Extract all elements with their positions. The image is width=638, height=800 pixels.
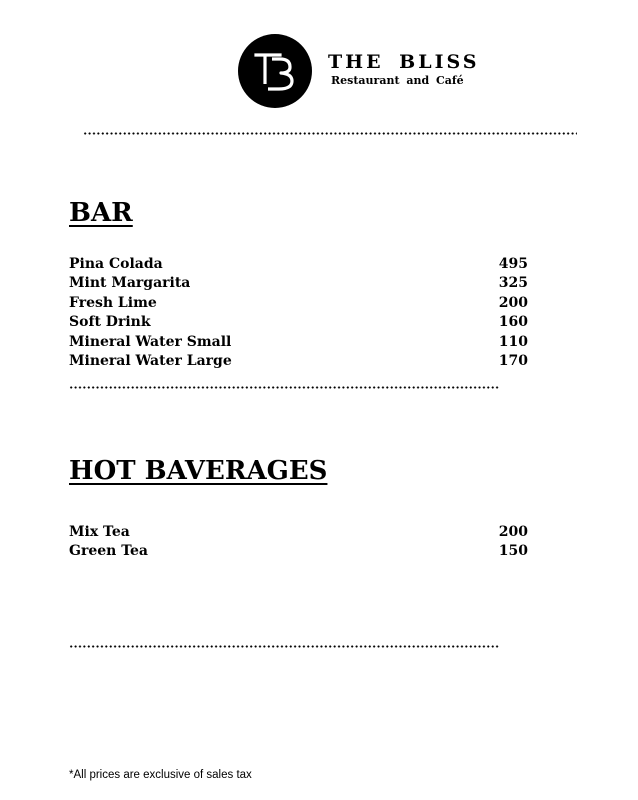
hot-beverages-menu-list [69, 523, 528, 562]
item-name: Fresh Lime [69, 294, 157, 311]
item-price: 160 [498, 314, 528, 331]
dotted-divider-top [83, 132, 577, 135]
menu-item [69, 352, 528, 371]
menu-item [69, 333, 528, 352]
bliss-logo-icon [238, 34, 312, 108]
item-name: Mineral Water Small [69, 333, 232, 350]
item-name: Pina Colada [69, 256, 163, 272]
item-price: 200 [498, 294, 528, 311]
item-price: 170 [498, 352, 528, 369]
section-title-hot-beverages: HOT BAVERAGES [69, 456, 328, 486]
item-name: Mix Tea [69, 524, 130, 540]
bar-menu-list [69, 255, 528, 371]
restaurant-name: THE BLISS [328, 51, 480, 73]
brand-block [328, 51, 480, 87]
menu-item [69, 255, 528, 274]
menu-item [69, 313, 528, 332]
restaurant-subtitle: Restaurant and Café [331, 74, 464, 87]
dotted-divider-hot [69, 645, 500, 648]
item-name: Green Tea [69, 543, 148, 560]
item-name: Mint Margarita [69, 275, 191, 292]
dotted-divider-bar [69, 386, 500, 389]
menu-item [69, 542, 528, 561]
item-price: 495 [498, 256, 528, 272]
tax-note: *All prices are exclusive of sales tax [69, 769, 252, 781]
menu-item [69, 294, 528, 313]
item-price: 150 [498, 543, 528, 560]
menu-item [69, 274, 528, 293]
menu-item [69, 523, 528, 542]
item-price: 325 [498, 275, 528, 292]
item-price: 110 [498, 333, 528, 350]
item-price: 200 [498, 524, 528, 540]
section-title-bar: BAR [69, 198, 133, 228]
item-name: Mineral Water Large [69, 352, 232, 369]
restaurant-header [238, 34, 480, 108]
item-name: Soft Drink [69, 314, 151, 331]
